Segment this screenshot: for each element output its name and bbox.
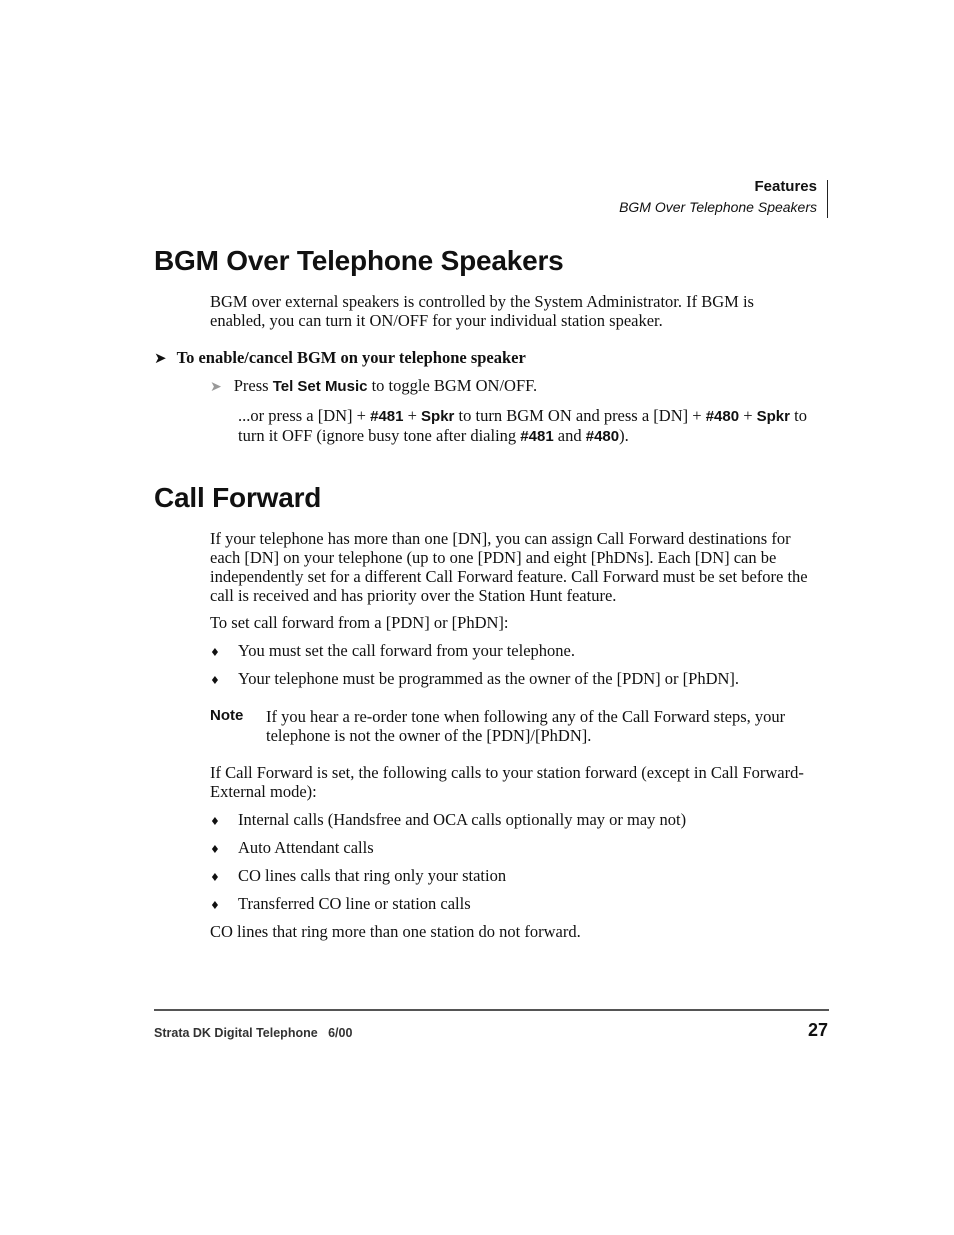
running-header: [619, 177, 817, 217]
step-text: +: [403, 406, 422, 425]
step-text: ).: [619, 426, 629, 445]
step-2: [238, 406, 808, 446]
diamond-bullet-icon: ♦: [210, 843, 220, 856]
list-item-text: Your telephone must be programmed as the owner of the [PDN] or [PhDN].: [238, 669, 740, 688]
step-arrow-icon: ➤: [210, 379, 222, 395]
diamond-bullet-icon: ♦: [210, 815, 220, 828]
note-label: Note: [210, 707, 244, 724]
step-1: [210, 376, 537, 396]
step-text: to toggle BGM ON/OFF.: [367, 376, 538, 395]
diamond-bullet-icon: ♦: [210, 899, 220, 912]
footer-rule: [154, 1009, 829, 1011]
call-forward-intro: If your telephone has more than one [DN], you can assign Call Forward destinations for each [DN] on your telephone (up to one [PDN] and eight [PhDNs]. Each [DN] can be independently set for a different Call Forward feature. Call Forward must be set before the call is received and has priority over the Station Hunt feature.: [210, 529, 808, 605]
call-forward-heading: Call Forward: [154, 482, 322, 513]
procedure-title: To enable/cancel BGM on your telephone speaker: [176, 348, 526, 367]
procedure-heading: [154, 348, 526, 368]
step-text: to turn it OFF (ignore busy tone after dialing: [238, 406, 807, 445]
diamond-bullet-icon: ♦: [210, 871, 220, 884]
if-set-text: If Call Forward is set, the following calls to your station forward (except in Call Forward-External mode):: [210, 763, 804, 801]
step-text: ...or press a [DN] +: [238, 406, 371, 425]
key-label: Spkr: [421, 408, 455, 425]
key-label: #480: [585, 428, 620, 445]
key-label: Tel Set Music: [272, 378, 368, 395]
diamond-bullet-icon: ♦: [210, 646, 220, 659]
set-from-text: To set call forward from a [PDN] or [PhDN]:: [210, 613, 509, 632]
note-text: If you hear a re-order tone when following any of the Call Forward steps, your telephone is not the owner of the [PDN]/[PhDN].: [266, 707, 786, 745]
footer-doc-title: Strata DK Digital Telephone 6/00: [154, 1026, 353, 1040]
list-item: [210, 810, 686, 830]
key-label: #481: [370, 408, 404, 425]
diamond-bullet-icon: ♦: [210, 674, 220, 687]
arrow-icon: ➤: [154, 349, 167, 367]
list-item: [210, 838, 374, 858]
list-item-text: Internal calls (Handsfree and OCA calls optionally may or may not): [238, 810, 687, 829]
list-item-text: CO lines calls that ring only your station: [238, 866, 507, 885]
list-item: [210, 641, 575, 661]
bgm-intro: BGM over external speakers is controlled by the System Administrator. If BGM is enabled, you can turn it ON/OFF for your individual station speaker.: [210, 292, 754, 330]
header-rule: [827, 180, 828, 218]
step-text: and: [553, 426, 586, 445]
step-text: Press: [233, 376, 273, 395]
key-label: #480: [705, 408, 740, 425]
list-item-text: Transferred CO line or station calls: [238, 894, 471, 913]
step-text: to turn BGM ON and press a [DN] +: [454, 406, 706, 425]
page-number: 27: [807, 1020, 828, 1040]
list-item: [210, 866, 506, 886]
list-item-text: Auto Attendant calls: [238, 838, 374, 857]
step-text: +: [739, 406, 757, 425]
header-section: Features: [754, 178, 817, 195]
list-item: [210, 669, 739, 689]
closing-text: CO lines that ring more than one station do not forward.: [210, 922, 581, 941]
bgm-heading: BGM Over Telephone Speakers: [154, 245, 564, 276]
key-label: Spkr: [756, 408, 790, 425]
key-label: #481: [520, 428, 554, 445]
list-item: [210, 894, 471, 914]
header-subsection: BGM Over Telephone Speakers: [619, 199, 817, 215]
list-item-text: You must set the call forward from your telephone.: [238, 641, 575, 660]
